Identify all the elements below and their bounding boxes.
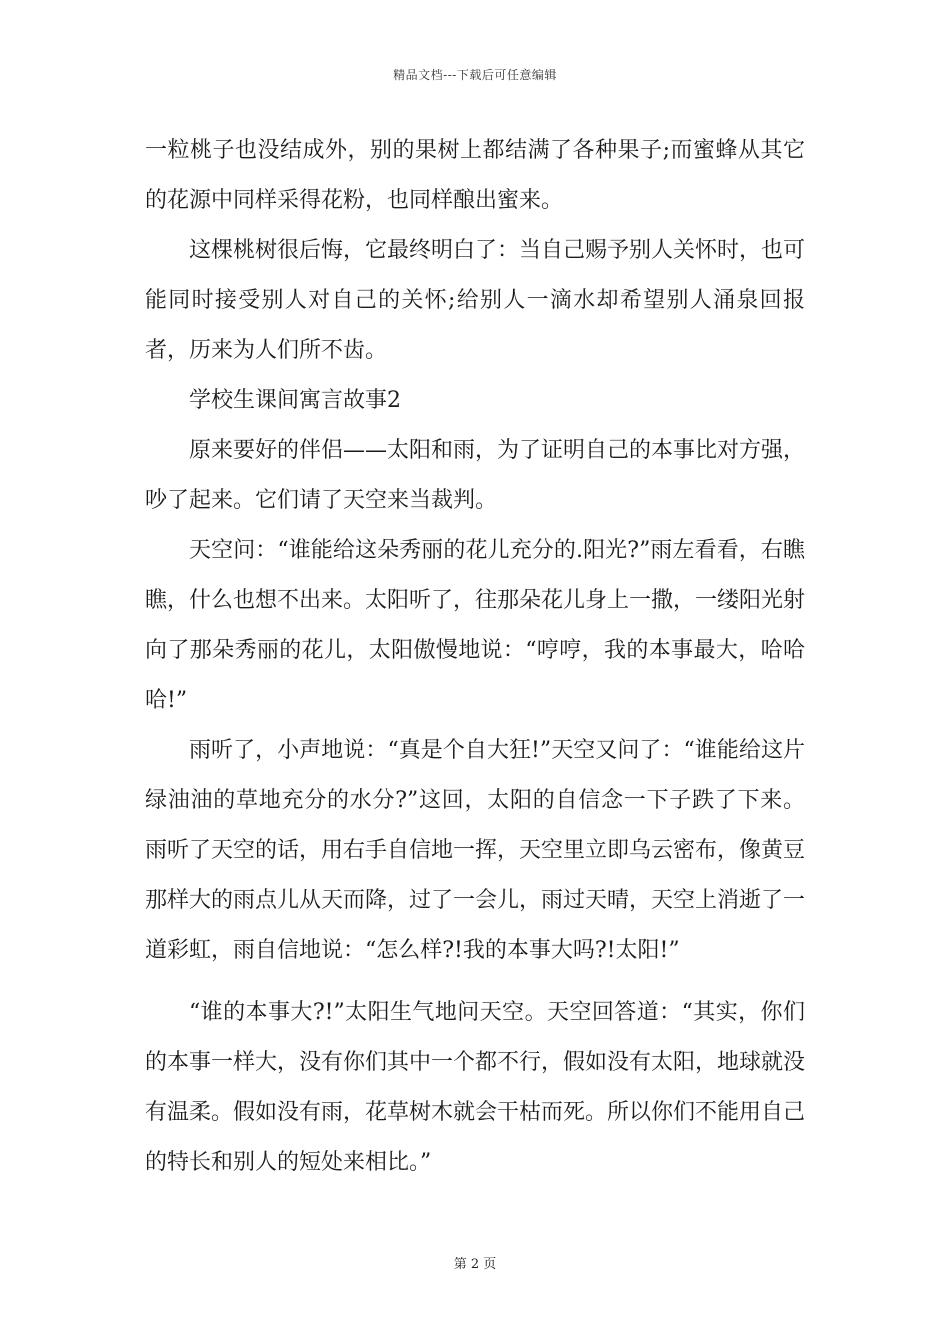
paragraph: 雨听了，小声地说：“真是个自大狂!”天空又问了：“谁能给这片绿油油的草地充分的水分?”这回，太阳的自信念一下子跌了下来。雨听了天空的话，用右手自信地一挥，天空里立即乌云密布，像黄豆那样大的雨点儿从天而降，过了一会儿，雨过天晴，天空上消逝了一道彩虹，雨自信地说：“怎么样?!我的本事大吗?!太阳!” (145, 738, 806, 963)
page-number: 第 2 页 (453, 1257, 497, 1272)
paragraph: “谁的本事大?!”太阳生气地问天空。天空回答道：“其实，你们的本事一样大，没有你们其中一个都不行，假如没有太阳，地球就没有温柔。假如没有雨，花草树木就会干枯而死。所以你们不能用自己的特长和别人的短处来相比。” (145, 1000, 806, 1175)
paragraph: 这棵桃树很后悔，它最终明白了：当自己赐予别人关怀时，也可能同时接受别人对自己的关怀;给别人一滴水却希望别人涌泉回报者，历来为人们所不齿。 (145, 238, 806, 363)
section-heading: 学校生课间寓言故事2 (189, 388, 401, 413)
page-header: 精品文档---下载后可任意编辑 (393, 68, 557, 82)
paragraph: 原来要好的伴侣——太阳和雨，为了证明自己的本事比对方强，吵了起来。它们请了天空来当裁判。 (145, 438, 806, 513)
document-body (145, 126, 805, 1188)
paragraph-continuation: 一粒桃子也没结成外，别的果树上都结满了各种果子;而蜜蜂从其它的花源中同样采得花粉，也同样酿出蜜来。 (145, 138, 805, 213)
paragraph: 天空问：“谁能给这朵秀丽的花儿充分的.阳光?”雨左看看，右瞧瞧，什么也想不出来。太阳听了，往那朵花儿身上一撒，一缕阳光射向了那朵秀丽的花儿，太阳傲慢地说：“哼哼，我的本事最大，哈哈哈!” (145, 538, 806, 713)
